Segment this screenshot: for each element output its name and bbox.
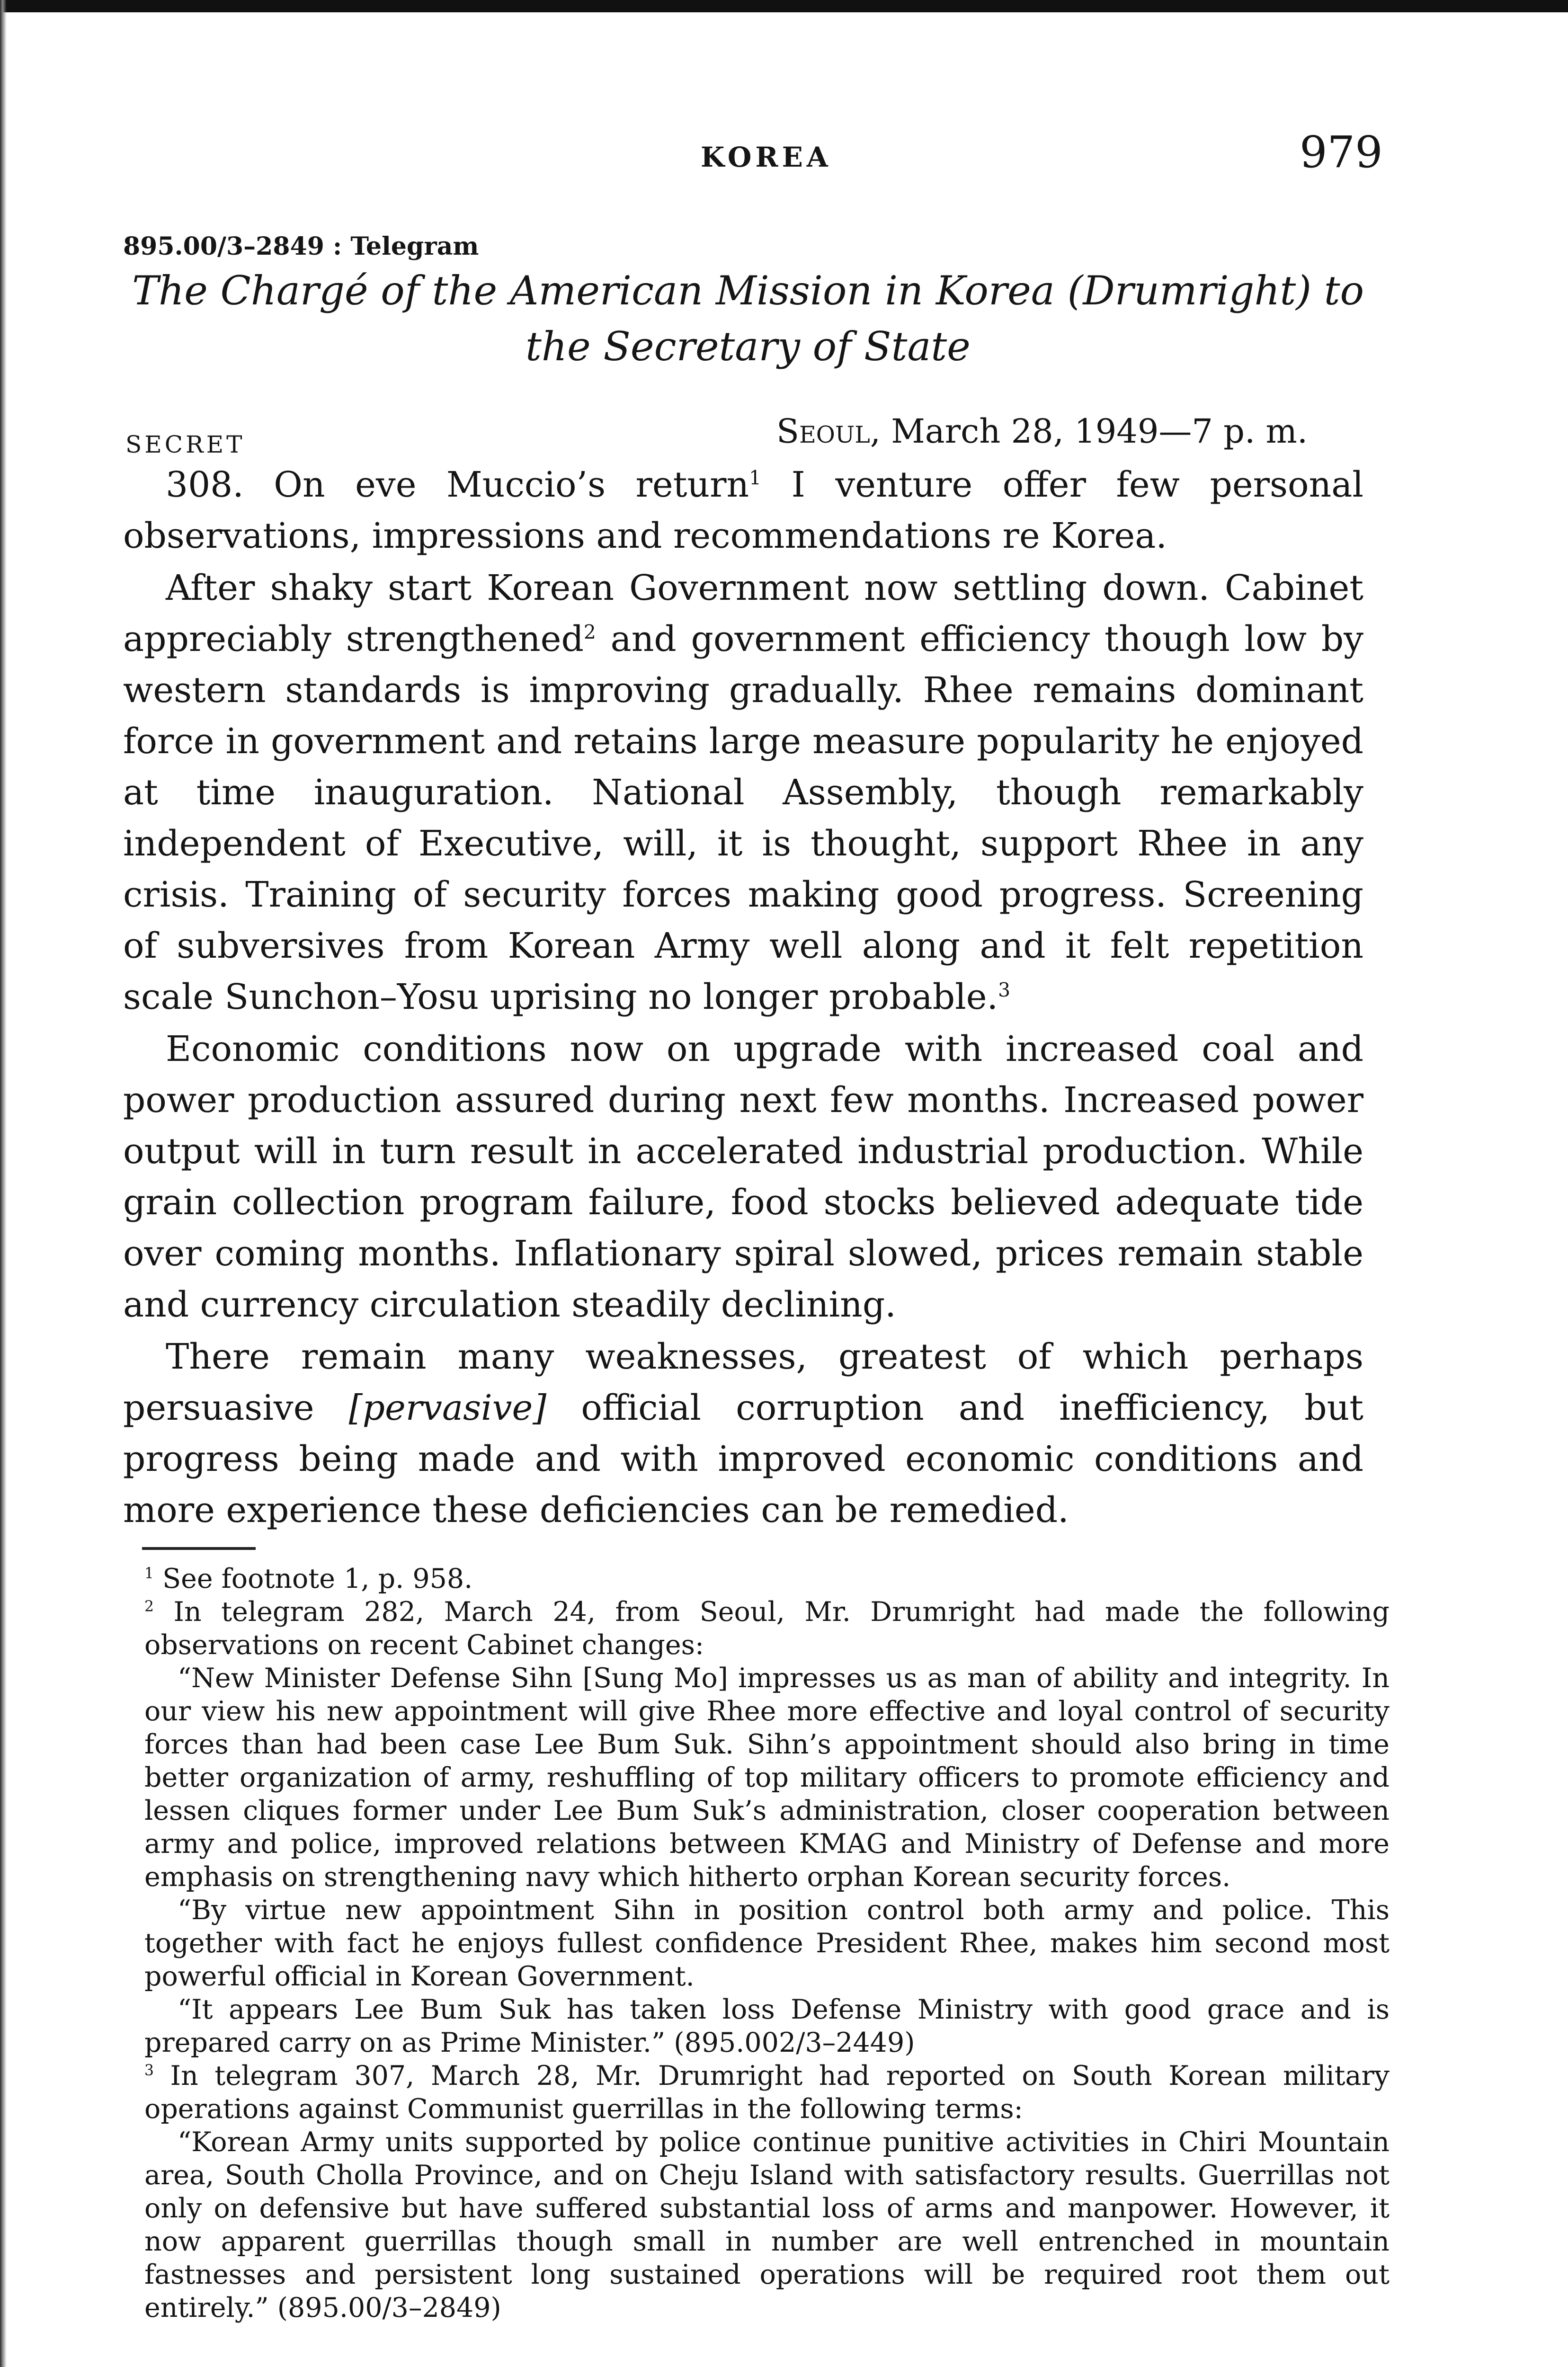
paragraph-2 <box>123 562 1363 1023</box>
running-head: KOREA <box>701 141 832 173</box>
footnote-divider <box>142 1547 256 1550</box>
paragraph-4-text-c: official corruption and inefficiency, but progress being made and with improved economic conditions and more experience these deficiencies can be remedied. <box>123 1388 1363 1531</box>
footnote-2 <box>144 1595 1390 1662</box>
document-reference: 895.00/3–2849 : Telegram <box>123 232 479 261</box>
telegram-body <box>123 459 1363 1537</box>
scan-left-edge <box>0 0 7 2367</box>
page-number: 979 <box>1300 127 1383 178</box>
footnote-ref-1: 1 <box>749 466 762 489</box>
paragraph-2-text-b: and government efficiency though low by western standards is improving gradually. Rhee remains dominant force in government and retains large measure popularity he enjoyed at time inauguration. National Assembly, though remarkably independent of Executive, will, it is thought, support Rhee in any crisis. Training of security forces making good progress. Screening of subversives from Korean Army well along and it felt repetition scale Sunchon–Yosu uprising no longer probable. <box>123 619 1363 1017</box>
dateline-place: Seoul <box>776 412 870 451</box>
paragraph-4 <box>123 1331 1363 1536</box>
dateline <box>776 412 1308 451</box>
paragraph-1-text-a: 308. On eve Muccio’s return <box>166 464 749 505</box>
paragraph-4-correction: [pervasive] <box>348 1388 547 1428</box>
footnotes <box>144 1562 1390 2324</box>
footnote-2-quote-3: “It appears Lee Bum Suk has taken loss Defense Ministry with good grace and is prepared carry on as Prime Minister.” (895.002/3–2449) <box>144 1994 1390 2058</box>
footnote-2-quote-2: “By virtue new appointment Sihn in position control both army and police. This together with fact he enjoys fullest confidence President Rhee, makes him second most powerful official in Korean Government. <box>144 1895 1390 1992</box>
footnote-3-text: In telegram 307, March 28, Mr. Drumright had reported on South Korean military operations against Communist guerrillas in the following terms: <box>144 2060 1390 2125</box>
footnote-2-quote-1: “New Minister Defense Sihn [Sung Mo] impresses us as man of ability and integrity. In our view his new appointment will give Rhee more effective and loyal control of security forces than had been case Lee Bum Suk. Sihn’s appointment should also bring in time better organization of army, reshuffling of top military officers to promote efficiency and lessen cliques former under Lee Bum Suk’s administration, closer cooperation between army and police, improved relations between KMAG and Ministry of Defense and more emphasis on strengthening navy which hitherto orphan Korean security forces. <box>144 1663 1390 1893</box>
paragraph-4-text-a: There remain many weaknesses, greatest of which perhaps persuasive <box>123 1336 1363 1428</box>
paragraph-1-text-b: I venture offer few personal observations, impressions and recommendations re Korea. <box>123 464 1363 556</box>
footnote-2-mark: 2 <box>144 1598 154 1615</box>
document-title: The Chargé of the American Mission in Korea (Drumright) to the Secretary of State <box>132 267 1364 370</box>
dateline-date: , March 28, 1949—7 p. m. <box>870 412 1308 451</box>
footnote-1-mark: 1 <box>144 1565 154 1582</box>
footnote-1-text: See footnote 1, p. 958. <box>153 1563 473 1594</box>
scan-top-edge <box>0 0 1568 12</box>
paragraph-3: Economic conditions now on upgrade with increased coal and power production assured during next few months. Increased power output will in turn result in accelerated industrial production. While grain collection program failure, food stocks believed adequate tide over coming months. Inflationary spiral slowed, prices remain stable and currency circulation steadily declining. <box>123 1029 1363 1325</box>
paragraph-1 <box>123 459 1363 561</box>
footnote-ref-2: 2 <box>583 621 596 644</box>
footnote-1 <box>144 1562 1390 1595</box>
footnote-3 <box>144 2059 1390 2126</box>
footnote-2-text: In telegram 282, March 24, from Seoul, Mr. Drumright had made the following observations on recent Cabinet changes: <box>144 1596 1390 1661</box>
classification-label: SECRET <box>125 431 245 458</box>
footnote-ref-3: 3 <box>998 979 1010 1002</box>
footnote-3-quote: “Korean Army units supported by police continue punitive activities in Chiri Mountain area, South Cholla Province, and on Cheju Island with satisfactory results. Guerrillas not only on defensive but have suffered substantial loss of arms and manpower. However, it now apparent guerrillas though small in number are well entrenched in mountain fastnesses and persistent long sustained operations will be required root them out entirely.” (895.00/3–2849) <box>144 2127 1390 2323</box>
paragraph-2-text-a: After shaky start Korean Government now settling down. Cabinet appreciably strengthened <box>123 568 1363 659</box>
footnote-3-mark: 3 <box>144 2062 154 2079</box>
